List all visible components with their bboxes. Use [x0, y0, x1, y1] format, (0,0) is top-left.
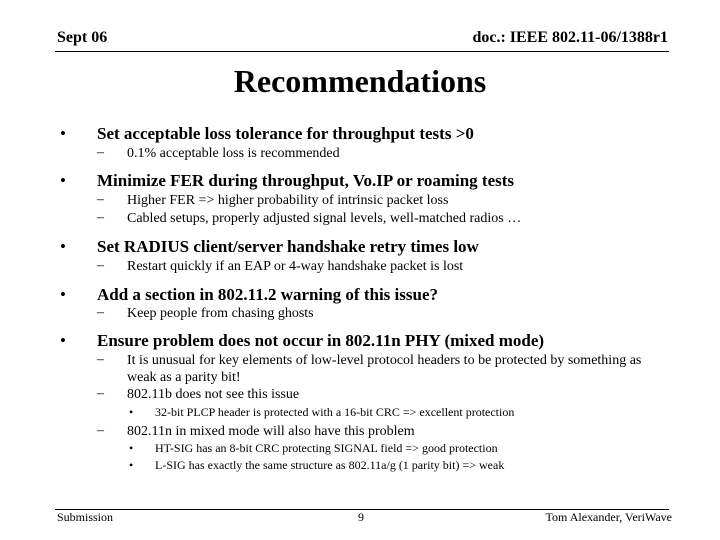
sub-sub-bullet-text: HT-SIG has an 8-bit CRC protecting SIGNAL field => good protection — [155, 441, 498, 455]
bullet-text: Set RADIUS client/server handshake retry times low — [97, 237, 479, 256]
sub-sub-bullet-text: L-SIG has exactly the same structure as 802.11a/g (1 parity bit) => weak — [155, 458, 505, 472]
bullet-text: Set acceptable loss tolerance for throughput tests >0 — [97, 124, 474, 143]
bullet-marker: • — [60, 285, 66, 304]
dash-marker: – — [97, 258, 104, 273]
sub-bullet-text: 802.11n in mixed mode will also have this problem — [127, 424, 415, 439]
header-doc-id: doc.: IEEE 802.11-06/1388r1 — [472, 29, 668, 46]
slide-title: Recommendations — [233, 63, 487, 99]
bullet-text: Ensure problem does not occur in 802.11n PHY (mixed mode) — [97, 331, 545, 350]
dash-marker: – — [97, 192, 104, 207]
bullet-marker: • — [129, 405, 134, 419]
sub-sub-bullet-text: 32-bit PLCP header is protected with a 16-bit CRC => excellent protection — [155, 405, 515, 419]
dash-marker: – — [97, 386, 104, 401]
sub-bullet-text: Cabled setups, properly adjusted signal levels, well-matched radios … — [127, 211, 522, 226]
dash-marker: – — [97, 423, 104, 438]
footer-submission: Submission — [57, 510, 114, 524]
bullet-marker: • — [60, 124, 66, 143]
header-date: Sept 06 — [57, 29, 108, 46]
dash-marker: – — [97, 352, 104, 367]
bullet-marker: • — [60, 171, 66, 190]
bullet-text: Add a section in 802.11.2 warning of this issue? — [97, 285, 438, 304]
sub-bullet-text: 0.1% acceptable loss is recommended — [127, 146, 340, 161]
sub-bullet-text: It is unusual for key elements of low-level protocol headers to be protected by something as weak as a parity bit! — [127, 353, 642, 385]
bullet-marker: • — [60, 331, 66, 350]
sub-bullet-text: Keep people from chasing ghosts — [127, 306, 314, 321]
bullet-marker: • — [60, 237, 66, 256]
dash-marker: – — [97, 305, 104, 320]
sub-bullet-text: Restart quickly if an EAP or 4-way handshake packet is lost — [127, 259, 464, 274]
bullet-text: Minimize FER during throughput, Vo.IP or roaming tests — [97, 171, 515, 190]
sub-bullet-text: 802.11b does not see this issue — [127, 387, 300, 402]
page-number: 9 — [358, 510, 364, 524]
footer-author: Tom Alexander, VeriWave — [545, 510, 672, 524]
dash-marker: – — [97, 145, 104, 160]
bullet-marker: • — [129, 441, 134, 455]
dash-marker: – — [97, 210, 104, 225]
bullet-marker: • — [129, 458, 134, 472]
sub-bullet-text: Higher FER => higher probability of intrinsic packet loss — [127, 193, 449, 208]
